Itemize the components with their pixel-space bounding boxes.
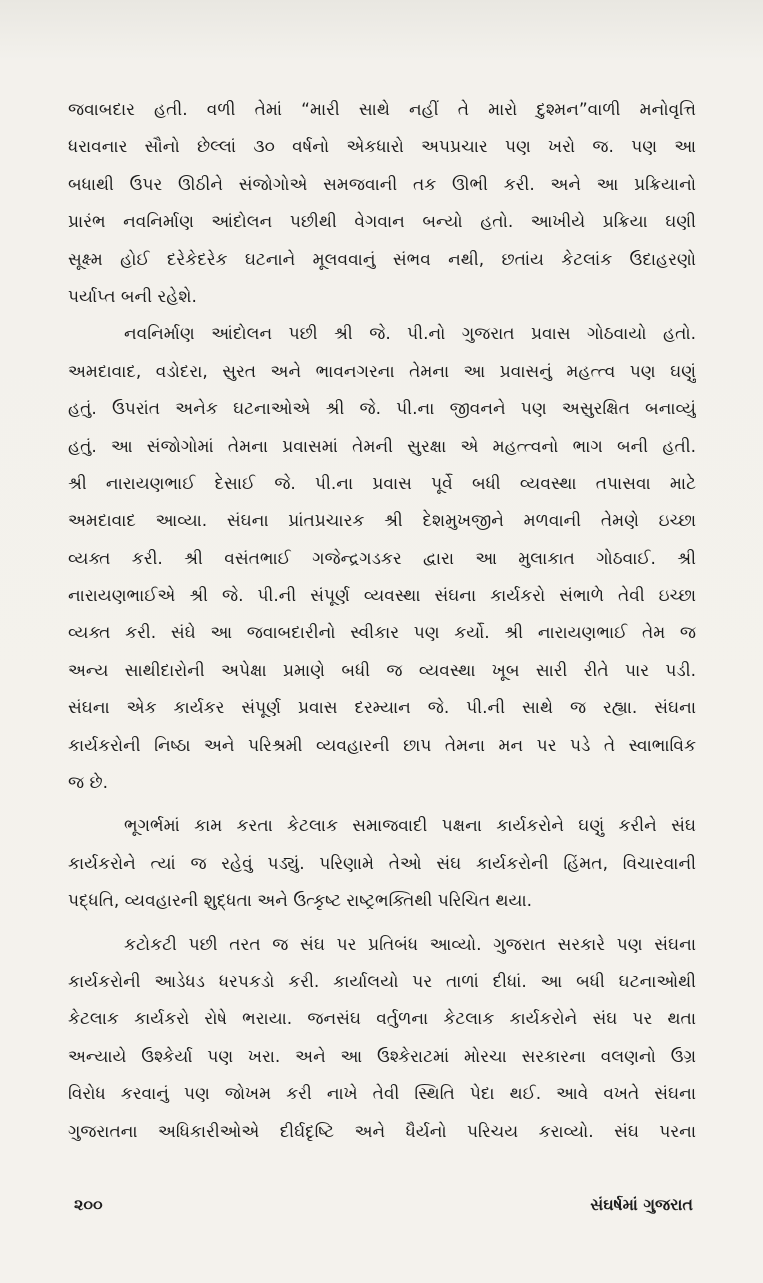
paragraph-start-line: કટોકટી પછી તરત જ સંઘ પર પ્રતિબંધ આવ્યો. ગુજરાત સરકારે પણ સંઘના [124,934,696,955]
text-line: હતું. ઉપરાંત અનેક ઘટનાઓએ શ્રી જે. પી.ના જીવનને પણ અસુરક્ષિત બનાવ્યું [68,399,696,420]
page-footer [74,1195,693,1225]
text-line: શ્રી નારાયણભાઈ દેસાઈ જે. પી.ના પ્રવાસ પૂર્વે બધી વ્યવસ્થા તપાસવા માટે [68,473,696,494]
text-line: નારાયણભાઈએ શ્રી જે. પી.ની સંપૂર્ણ વ્યવસ્થા સંઘના કાર્યકરો સંભાળે તેવી ઇચ્છા [68,586,696,607]
text-line: સૂક્ષ્મ હોઈ દરેકેદરેક ઘટનાને મૂલવવાનું સંભવ નથી, છતાંય કેટલાંક ઉદાહરણો [68,249,696,270]
text-line: ગુજરાતના અધિકારીઓએ દીર્ઘદૃષ્ટિ અને ધૈર્યનો પરિચય કરાવ્યો. સંઘ પરના [68,1121,696,1142]
text-line: પ્રારંભ નવનિર્માણ આંદોલન પછીથી વેગવાન બન્યો હતો. આખીયે પ્રક્રિયા ઘણી [68,212,696,233]
running-title: સંઘર્ષમાં ગુજરાત [590,1195,693,1214]
paragraph-start-line: ભૂગર્ભમાં કામ કરતા કેટલાક સમાજવાદી પક્ષના કાર્યકરોને ઘણું કરીને સંઘ [124,816,696,837]
text-line: અમદાવાદ, વડોદરા, સુરત અને ભાવનગરના તેમના આ પ્રવાસનું મહત્ત્વ પણ ઘણું [68,361,696,382]
text-line: પર્યાપ્ત બની રહેશે. [68,286,197,307]
text-line: કાર્યકરોની આડેધડ ધરપકડો કરી. કાર્યાલયો પર તાળાં દીધાં. આ બધી ઘટનાઓથી [68,971,696,992]
text-line: કાર્યકરોની નિષ્ઠા અને પરિશ્રમી વ્યવહારની છાપ તેમના મન પર પડે તે સ્વાભાવિક [68,735,696,756]
text-line: વ્યક્ત કરી. શ્રી વસંતભાઈ ગજેન્દ્રગડકર દ્વારા આ મુલાકાત ગોઠવાઈ. શ્રી [68,548,696,569]
text-line: સંઘના એક કાર્યકર સંપૂર્ણ પ્રવાસ દરમ્યાન જે. પી.ની સાથે જ રહ્યા. સંઘના [68,698,696,719]
body-text [68,92,696,1151]
text-line: જવાબદાર હતી. વળી તેમાં “મારી સાથે નહીં તે મારો દુશ્મન”વાળી મનોવૃત્તિ [68,100,696,120]
text-line: વિરોધ કરવાનું પણ જોખમ કરી નાખે તેવી સ્થિતિ પેદા થઈ. આવે વખતે સંઘના [68,1084,696,1105]
text-line: અમદાવાદ આવ્યા. સંઘના પ્રાંતપ્રચારક શ્રી દેશમુખજીને મળવાની તેમણે ઇચ્છા [68,511,696,532]
text-line: કાર્યકરોને ત્યાં જ રહેવું પડ્યું. પરિણામે તેઓ સંઘ કાર્યકરોની હિંમત, વિચારવાની [68,853,696,874]
text-line: અન્ય સાથીદારોની અપેક્ષા પ્રમાણે બધી જ વ્યવસ્થા ખૂબ સારી રીતે પાર પડી. [68,660,696,681]
paragraph-start-line: નવનિર્માણ આંદોલન પછી શ્રી જે. પી.નો ગુજરાત પ્રવાસ ગોઠવાયો હતો. [124,324,696,345]
text-line: અન્યાયે ઉશ્કેર્યા પણ ખરા. અને આ ઉશ્કેરાટમાં મોરચા સરકારના વલણનો ઉગ્ર [68,1046,696,1067]
text-line: હતું. આ સંજોગોમાં તેમના પ્રવાસમાં તેમની સુરક્ષા એ મહત્ત્વનો ભાગ બની હતી. [68,436,696,457]
text-line: કેટલાક કાર્યકરો રોષે ભરાયા. જનસંઘ વર્તુળના કેટલાક કાર્યકરોને સંઘ પર થતા [68,1009,696,1030]
text-line: જ છે. [68,773,109,794]
text-line: વ્યક્ત કરી. સંઘે આ જવાબદારીનો સ્વીકાર પણ કર્યો. શ્રી નારાયણભાઈ તેમ જ [68,623,696,644]
text-line: પદ્ધતિ, વ્યવહારની શુદ્ધતા અને ઉત્કૃષ્ટ રાષ્ટ્રભક્તિથી પરિચિત થયા. [68,891,533,912]
page-number: ૨૦૦ [74,1195,103,1214]
text-line: ધરાવનાર સૌનો છેલ્લાં ૩૦ વર્ષનો એકધારો અપપ્રચાર પણ ખરો જ. પણ આ [68,137,696,158]
text-line: બધાથી ઉપર ઊઠીને સંજોગોએ સમજવાની તક ઊભી કરી. અને આ પ્રક્રિયાનો [68,174,696,195]
